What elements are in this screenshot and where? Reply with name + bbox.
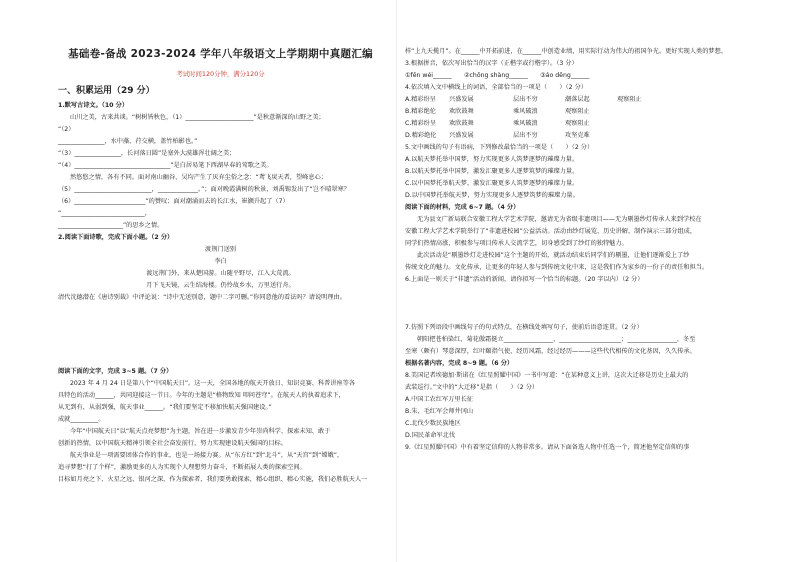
- text-line: “（4）_______________________________”是白居易笔下西湖早春的莺歌之美。: [58, 162, 273, 169]
- option-cell: A.精彩纷呈: [405, 96, 436, 103]
- text-line: 2023 年 4 月 24 日是第八个“中国航天日”。这一天，全国各地的航天开放日、知识竞赛、科普讲座等各: [70, 380, 356, 387]
- exam-meta: 考试时间120分钟，满分120分: [176, 70, 265, 78]
- option-cell: 观察阻止: [565, 120, 590, 127]
- question-2-heading: 2.阅读下面诗歌，完成下面小题。（2 分）: [58, 234, 174, 241]
- question-2-prompt: 清代沈德潜在《唐诗别裁》中评论说：“诗中无送别意，题中二字可删。”你同意他的看法吗？请说明理由。: [58, 294, 346, 301]
- text-line: _____________________”的思乡之情。: [58, 222, 164, 229]
- text-line: 至寒（颇有）琴意深厚，红叶颐指气使、经历风霜，经过经历———这些代代相传的文化基因，久久传承。: [405, 348, 696, 355]
- text-line: 具特色的活动______，共同迎接这一节日。今年的主题是“格物致知 叩问苍穹”。在航天人的执着追求下，: [58, 392, 345, 399]
- option-cell: [617, 106, 677, 118]
- text-line: “___________________________，: [58, 210, 151, 217]
- poem-title: 渡荆门送别: [205, 246, 236, 253]
- text-line: 今年“中国航天日”以“航天点亮梦想”为主题，旨在进一步激发青少年崇尚科学、探索未知、敢于: [70, 428, 331, 435]
- poem-author: 李白: [214, 258, 227, 265]
- question-4: 4.依次填入文中横线上的词语，全部恰当的一项是（ ）（2 分）: [405, 84, 587, 91]
- text-line: 创新的热情，以中国航天精神引领全社会奋发前行，努力实现建设航天强国的目标。: [58, 440, 287, 447]
- text-line: 此次活动是“剔墨纱灯走进校园”这个主题的开始，就活动结束后同学们的剔墨，让他们逐渐爱上了纱: [417, 252, 690, 259]
- section-heading: 一、积累运用（29 分）: [58, 86, 155, 96]
- reading-8-9-heading: 根据名著内容，完成 8~9 题。（6 分）: [405, 360, 514, 367]
- right-page: [397, 0, 794, 562]
- option-cell: 乘风破浪: [513, 108, 538, 115]
- text-line: 传统文化的魅力。文化传承，让更多的年轻人参与到传统文化中来，这是我们作为家乡的一份子的责任和担当。: [405, 264, 709, 271]
- question-8: 8.美国记者埃德加·斯诺在《红星照耀中国》一书中写道：“在某种意义上讲，这次大迁移是历史上最大的: [405, 372, 689, 379]
- text-line: “（3）_______________，长河落日圆”是塞外大漠雄浑壮阔之美；: [58, 150, 236, 157]
- option-cell: 乘风破浪: [513, 120, 538, 127]
- option-cell: 层出不穷: [513, 96, 538, 103]
- question-7: 7.仿照下列语段中画线句子的句式特点，在横线处填写句子，使前后语意连贯。（2 分）: [405, 324, 643, 331]
- option-cell: 欢欣鼓舞: [449, 120, 474, 127]
- answer-option: A.以航天梦托举中国梦，努力实现更多人筑梦逐梦的璀璨力量。: [405, 156, 579, 163]
- question-9: 9.《红星照耀中国》中有着坚定信仰的人物非常多。请从下面备选人物中任选一个，简述他坚定信仰的事: [405, 444, 690, 451]
- option-cell: D.精彩绝伦: [405, 132, 437, 139]
- question-6: 6.上面是一则关于“非遗”活动的新闻，请你拟写一个恰当的标题。（20 字以内）（2 分）: [405, 276, 644, 283]
- text-line: （5）_________________________，_____________。”；面对晚霞满树的秋景，刘禹锡发出了“岂不晴翠寒？: [58, 186, 350, 193]
- text-line: _______________，水中藻、荇交横，盖竹柏影也。”: [58, 138, 198, 145]
- text-line: 山川之美，古来共谈。“树树皆秋色，（1）______________________”是秋意渐深的山野之美；: [70, 114, 325, 121]
- option-cell: [617, 118, 677, 130]
- option-cell: 兴盛发展: [449, 96, 474, 103]
- text-line: 成就_________。: [58, 416, 105, 423]
- text-line: 航天事业是一项需要团体合作的事业，也是一场接力赛。从“东方红”到“北斗”，从“天宫”到“嫦娥”，: [70, 452, 344, 459]
- text-line: 追寻梦想“打了个样”，激励更多的人为实现个人理想努力奋斗，不断拓展人类的探索空间。: [58, 464, 306, 471]
- answer-option: A.中国工农红军万里长征: [405, 396, 473, 403]
- option-cell: 层出不穷: [513, 132, 538, 139]
- text-line: 样“上九天揽月”。在______中开拓前进，在______中创造业绩，用实际行动为伟大的祖国争光。更好实现人类的梦想。: [405, 48, 727, 55]
- text-line: 目标如月亮之下、火星之远、银河之深，作为探索者，我们要勇敢探索，精心组织、精心实施，我们必胜航天人一: [58, 476, 368, 483]
- option-cell: 观察阻止: [617, 96, 642, 103]
- option-cell: B.精彩绝伦: [405, 108, 436, 115]
- text-line: 无为县文广新局联合安徽工程大学艺术学院，邀请无为省级非遗项目——无为剔墨纱灯传承人来到学校在: [417, 216, 702, 223]
- text-line: 同学们热情高涨，积极参与项目传承人交流学艺，切身感受到了纱灯的独特魅力。: [405, 240, 628, 247]
- text-line: 朝阳把苍柏染红，菊花傲霜挺立________________，____________________；________________，冬至: [417, 336, 696, 343]
- poem-line: 渡远荆门外，来从楚国游。山随平野尽，江入大荒流。: [146, 270, 295, 277]
- question-3-pinyin: ①fēn wéi______ ②chōng shàng______ ③áo dēng______: [405, 72, 590, 79]
- option-cell: 攻坚克难: [565, 132, 590, 139]
- question-3: 3.根据拼音，依次写出恰当的汉字（正楷字或行楷字）。（3 分）: [405, 60, 578, 67]
- answer-option: D.以中国梦托举航天梦，努力实现更多人逐梦筑梦的璀璨力量。: [405, 192, 579, 199]
- exam-title: 基础卷-备战 2023-2024 学年八年级语文上学期期中真题汇编: [68, 48, 373, 60]
- text-line: 安徽工程大学艺术学院举行了“非遗进校园”公益活动。活动由纱灯展览、历史讲解、制作演示三部分组成，: [405, 228, 697, 235]
- option-cell: 观察阻止: [565, 108, 590, 115]
- question-8-cont: 武装巡行。”文中的“大迁移”是指（ ）（2 分）: [405, 384, 539, 391]
- option-cell: C.精彩纷呈: [405, 120, 437, 127]
- question-5: 5.文中画线的句子有语病，下列修改最恰当的一项是（ ）（2 分）: [405, 144, 594, 151]
- option-cell: 潮落层起: [565, 96, 590, 103]
- question-1-heading: 1.默写古诗文。（10 分）: [58, 102, 129, 109]
- question-4-options: [405, 94, 764, 142]
- option-cell: 兴盛发展: [449, 132, 474, 139]
- answer-option: B.朱、毛红军会师井冈山: [405, 408, 474, 415]
- answer-option: C.以中国梦托举航天梦，激发汇聚更多人筑梦逐梦的璀璨力量。: [405, 180, 579, 187]
- poem-line: 月下飞天镜，云生结海楼。仍怜故乡水，万里送行舟。: [146, 282, 295, 289]
- reading-6-7-heading: 阅读下面的材料，完成 6~7 题。（4 分）: [405, 204, 520, 211]
- text-line: 然悠悠之情，各有不同。面对南山幽谷，吴均产生了厌弃尘俗之念：“鸢飞戾天者，望峰息心；: [70, 174, 327, 181]
- reading-3-5-heading: 阅读下面的文字，完成 3~5 题。（7 分）: [58, 368, 173, 375]
- text-line: “（2）: [58, 126, 75, 133]
- answer-option: D.国民革命军北伐: [405, 432, 456, 439]
- option-cell: [617, 130, 677, 142]
- option-cell: 欢欣鼓舞: [449, 108, 474, 115]
- answer-option: B.以航天梦托举中国梦，激发汇聚更多人逐梦筑梦的璀璨力量。: [405, 168, 579, 175]
- text-line: （6）_______________________”的赞叹；面对潮涌而去的长江水，崔颢升起了（7）: [58, 198, 289, 205]
- text-line: 从无到有，从弱到强，航天事业______。“我们要坚定不移加快航天强国建设。”: [58, 404, 272, 411]
- answer-option: C.北伐少数民族地区: [405, 420, 461, 427]
